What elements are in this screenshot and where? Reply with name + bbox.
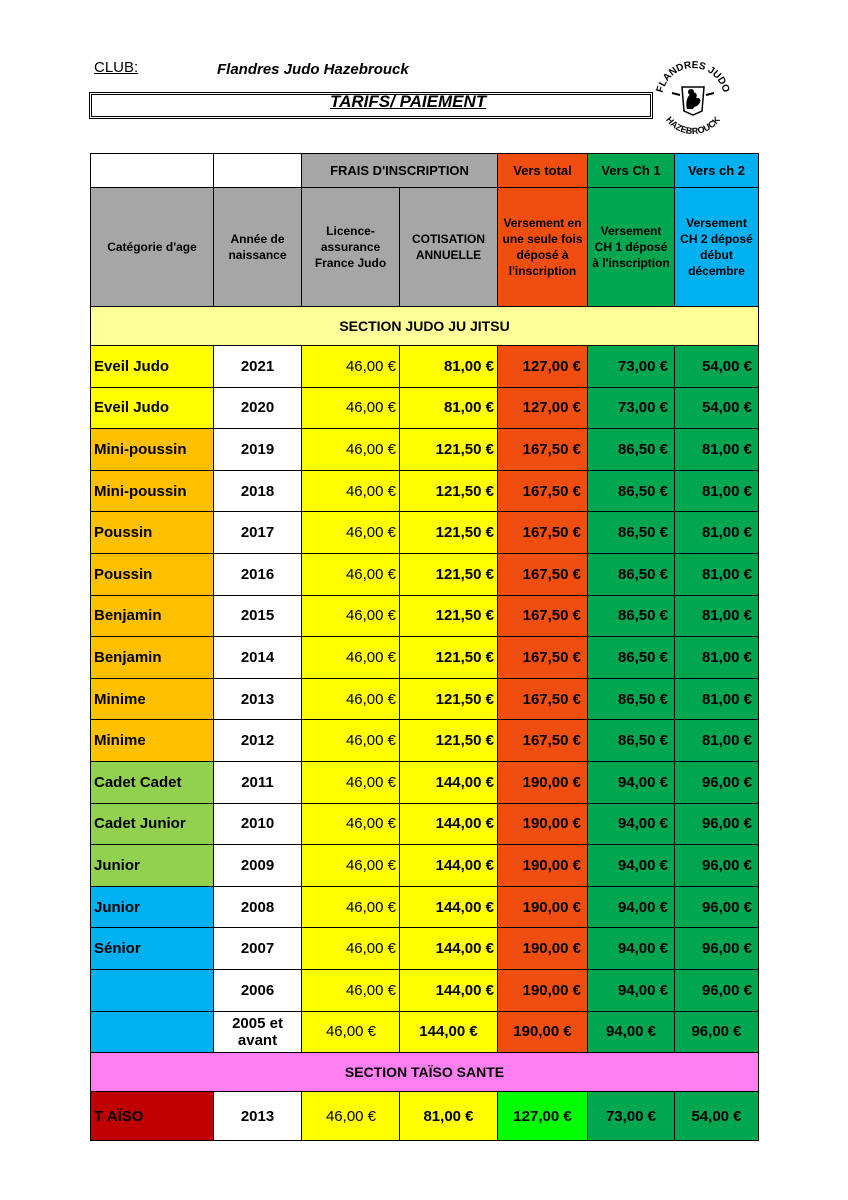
cell-cotisation: 144,00 € [400,928,498,970]
table-row [91,969,759,1011]
cell-ch2: 81,00 € [675,595,759,637]
cell-ch1: 86,50 € [588,553,675,595]
cell-total: 127,00 € [498,387,588,429]
cell-year-line2: avant [237,1031,278,1049]
table-row [91,720,759,762]
cell-total: 190,00 € [498,845,588,887]
cell-licence: 46,00 € [302,678,400,720]
cell-cotisation: 144,00 € [400,886,498,928]
cell-ch1: 94,00 € [588,928,675,970]
cell-licence: 46,00 € [302,845,400,887]
cell-ch1: 94,00 € [588,803,675,845]
cell-cotisation: 121,50 € [400,678,498,720]
cell-ch1: 86,50 € [588,429,675,471]
cell-cotisation: 81,00 € [400,1092,498,1141]
cell-ch2: 81,00 € [675,429,759,471]
cell-year: 2013 [214,678,302,720]
cell-cotisation: 144,00 € [400,1011,498,1053]
logo-text-bottom: HAZEBROUCK [664,114,722,137]
cell-category: Poussin [91,512,214,554]
cell-category: Cadet Cadet [91,761,214,803]
cell-category: T AÏSO [91,1092,214,1141]
cell-ch1: 94,00 € [588,845,675,887]
table-row [91,845,759,887]
cell-licence: 46,00 € [302,803,400,845]
cell-category: Eveil Judo [91,346,214,388]
cell-total: 167,50 € [498,637,588,679]
club-label: CLUB: [94,59,139,76]
cell-ch1: 94,00 € [588,886,675,928]
cell-category: Mini-poussin [91,470,214,512]
cell-total: 127,00 € [498,346,588,388]
table-row [91,470,759,512]
cell-year [214,1011,302,1053]
cell-total: 190,00 € [498,803,588,845]
header-versement-ch1: Versement CH 1 déposé à l'inscription [588,188,675,307]
cell-category: Eveil Judo [91,387,214,429]
cell-ch1: 94,00 € [588,1011,675,1053]
cell-cotisation: 144,00 € [400,845,498,887]
cell-year: 2017 [214,512,302,554]
cell-licence: 46,00 € [302,346,400,388]
judo-rows [91,346,759,1053]
cell-cotisation: 144,00 € [400,803,498,845]
table-row [91,803,759,845]
cell-year: 2011 [214,761,302,803]
cell-licence: 46,00 € [302,720,400,762]
cell-cotisation: 121,50 € [400,512,498,554]
cell-licence: 46,00 € [302,553,400,595]
tarifs-table [90,153,759,1141]
cell-ch2: 96,00 € [675,803,759,845]
cell-year: 2007 [214,928,302,970]
header-frais: FRAIS D'INSCRIPTION [302,154,498,188]
cell-cotisation: 121,50 € [400,553,498,595]
cell-total: 167,50 € [498,512,588,554]
cell-cotisation: 121,50 € [400,429,498,471]
cell-year: 2008 [214,886,302,928]
table-row [91,387,759,429]
club-name: Flandres Judo Hazebrouck [217,61,409,78]
cell-ch1: 86,50 € [588,470,675,512]
cell-ch2: 81,00 € [675,470,759,512]
cell-year: 2014 [214,637,302,679]
header-vers-total: Vers total [498,154,588,188]
cell-ch2: 81,00 € [675,678,759,720]
cell-category: Benjamin [91,637,214,679]
cell-cotisation: 144,00 € [400,761,498,803]
table-row [91,1011,759,1053]
cell-ch2: 96,00 € [675,969,759,1011]
cell-year: 2018 [214,470,302,512]
cell-total: 167,50 € [498,678,588,720]
cell-licence: 46,00 € [302,595,400,637]
cell-ch2: 54,00 € [675,1092,759,1141]
cell-total: 167,50 € [498,720,588,762]
cell-ch1: 94,00 € [588,969,675,1011]
cell-ch1: 86,50 € [588,720,675,762]
table-row [91,346,759,388]
cell-licence: 46,00 € [302,387,400,429]
cell-licence: 46,00 € [302,470,400,512]
cell-ch2: 54,00 € [675,387,759,429]
cell-cotisation: 121,50 € [400,470,498,512]
header-categorie: Catégorie d'age [91,188,214,307]
cell-licence: 46,00 € [302,1011,400,1053]
table-row [91,512,759,554]
cell-cotisation: 81,00 € [400,346,498,388]
cell-ch1: 73,00 € [588,1092,675,1141]
cell-ch2: 81,00 € [675,637,759,679]
table-row [91,595,759,637]
header-annee: Année de naissance [214,188,302,307]
cell-ch2: 54,00 € [675,346,759,388]
cell-cotisation: 121,50 € [400,595,498,637]
cell-year: 2020 [214,387,302,429]
cell-total: 167,50 € [498,553,588,595]
cell-licence: 46,00 € [302,429,400,471]
header-versement-ch2: Versement CH 2 déposé début décembre [675,188,759,307]
table-row [91,637,759,679]
table-row [91,761,759,803]
table-row [91,886,759,928]
header-row-1 [91,154,759,188]
cell-year: 2015 [214,595,302,637]
header-licence: Licence-assurance France Judo [302,188,400,307]
cell-total: 190,00 € [498,761,588,803]
cell-ch2: 96,00 € [675,845,759,887]
cell-year: 2012 [214,720,302,762]
cell-category: Cadet Junior [91,803,214,845]
table-row-taiso [91,1092,759,1141]
cell-licence: 46,00 € [302,761,400,803]
table-row [91,429,759,471]
cell-licence: 46,00 € [302,886,400,928]
cell-category: Benjamin [91,595,214,637]
cell-licence: 46,00 € [302,637,400,679]
cell-category: Junior [91,845,214,887]
cell-year-line1: 2005 et [232,1014,283,1032]
cell-ch2: 81,00 € [675,720,759,762]
header-empty-2 [214,154,302,188]
cell-licence: 46,00 € [302,969,400,1011]
cell-cotisation: 144,00 € [400,969,498,1011]
cell-ch1: 86,50 € [588,678,675,720]
cell-year: 2006 [214,969,302,1011]
table-row [91,678,759,720]
table-row [91,553,759,595]
cell-ch1: 86,50 € [588,595,675,637]
cell-category: Junior [91,886,214,928]
cell-total: 190,00 € [498,1011,588,1053]
logo-text-top: FLANDRES JUDO [654,59,732,94]
cell-category [91,1011,214,1053]
cell-ch1: 73,00 € [588,387,675,429]
cell-cotisation: 121,50 € [400,720,498,762]
cell-ch2: 81,00 € [675,512,759,554]
cell-year: 2019 [214,429,302,471]
cell-year: 2021 [214,346,302,388]
cell-ch1: 86,50 € [588,637,675,679]
page-title: TARIFS/ PAIEMENT [330,92,487,111]
cell-ch2: 96,00 € [675,886,759,928]
cell-total: 167,50 € [498,595,588,637]
cell-ch2: 96,00 € [675,761,759,803]
cell-ch1: 94,00 € [588,761,675,803]
cell-cotisation: 81,00 € [400,387,498,429]
cell-category: Poussin [91,553,214,595]
cell-total: 167,50 € [498,470,588,512]
cell-category [91,969,214,1011]
cell-ch2: 96,00 € [675,1011,759,1053]
cell-ch2: 81,00 € [675,553,759,595]
header-row-2 [91,188,759,307]
cell-ch1: 73,00 € [588,346,675,388]
cell-ch1: 86,50 € [588,512,675,554]
section-row-taiso [91,1053,759,1092]
header-cotisation: COTISATION ANNUELLE [400,188,498,307]
cell-total: 190,00 € [498,969,588,1011]
cell-ch2: 96,00 € [675,928,759,970]
cell-year: 2013 [214,1092,302,1141]
cell-licence: 46,00 € [302,1092,400,1141]
cell-year: 2016 [214,553,302,595]
cell-total: 190,00 € [498,928,588,970]
cell-category: Minime [91,720,214,762]
header-vers-ch1: Vers Ch 1 [588,154,675,188]
cell-cotisation: 121,50 € [400,637,498,679]
cell-year: 2009 [214,845,302,887]
header-versement-total: Versement en une seule fois déposé à l'inscription [498,188,588,307]
cell-total: 190,00 € [498,886,588,928]
cell-category: Sénior [91,928,214,970]
section-row-judo [91,307,759,346]
section-taiso-sante: SECTION TAÏSO SANTE [91,1053,759,1092]
cell-total: 127,00 € [498,1092,588,1141]
header-empty-1 [91,154,214,188]
cell-licence: 46,00 € [302,928,400,970]
cell-category: Mini-poussin [91,429,214,471]
header-vers-ch2: Vers ch 2 [675,154,759,188]
table-row [91,928,759,970]
cell-category: Minime [91,678,214,720]
cell-year: 2010 [214,803,302,845]
cell-total: 167,50 € [498,429,588,471]
svg-text:HAZEBROUCK [664,114,722,136]
club-logo [652,57,734,139]
section-judo-ju-jitsu: SECTION JUDO JU JITSU [91,307,759,346]
cell-licence: 46,00 € [302,512,400,554]
